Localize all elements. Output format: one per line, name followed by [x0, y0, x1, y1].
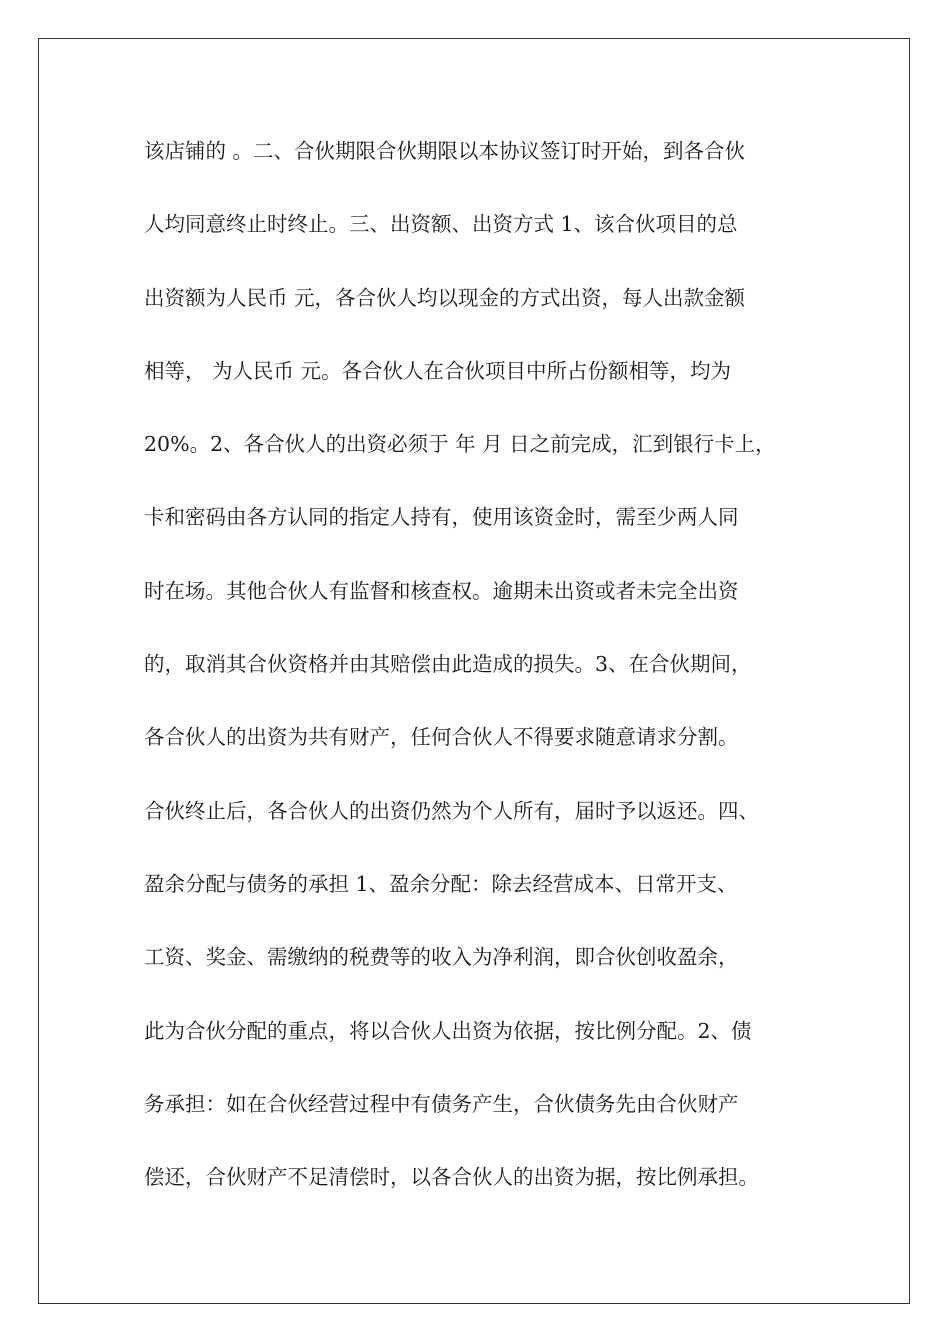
text-line: 时在场。其他合伙人有监督和核查权。逾期未出资或者未完全出资 [144, 578, 739, 603]
text-line: 合伙终止后，各合伙人的出资仍然为个人所有，届时予以返还。四、 [144, 798, 759, 823]
text-line: 相等， 为人民币 元。各合伙人在合伙项目中所占份额相等，均为 [144, 358, 732, 383]
text-line: 该店铺的 。二、合伙期限合伙期限以本协议签订时开始，到各合伙 [144, 139, 746, 163]
text-line: 的，取消其合伙资格并由其赔偿由此造成的损失。3、在合伙期间， [144, 652, 752, 677]
text-line: 盈余分配与债务的承担 1、盈余分配：除去经营成本、日常开支、 [144, 871, 738, 896]
text-line: 各合伙人的出资为共有财产，任何合伙人不得要求随意请求分割。 [144, 725, 739, 750]
text-line: 工资、奖金、需缴纳的税费等的收入为净利润，即合伙创收盈余， [144, 945, 739, 970]
text-line: 卡和密码由各方认同的指定人持有，使用该资金时，需至少两人同 [144, 505, 739, 530]
text-line: 20%。2、各合伙人的出资必须于 年 月 日之前完成，汇到银行卡上， [144, 432, 776, 457]
text-line: 出资额为人民币 元，各合伙人均以现金的方式出资，每人出款金额 [144, 285, 746, 310]
text-line: 人均同意终止时终止。三、出资额、出资方式 1、该合伙项目的总 [144, 212, 738, 237]
text-line: 务承担：如在合伙经营过程中有债务产生，合伙债务先由合伙财产 [144, 1091, 739, 1116]
text-line: 偿还，合伙财产不足清偿时，以各合伙人的出资为据，按比例承担。 [144, 1165, 759, 1190]
document-body [144, 128, 834, 1227]
text-line: 此为合伙分配的重点，将以合伙人出资为依据，按比例分配。2、债 [144, 1018, 752, 1043]
